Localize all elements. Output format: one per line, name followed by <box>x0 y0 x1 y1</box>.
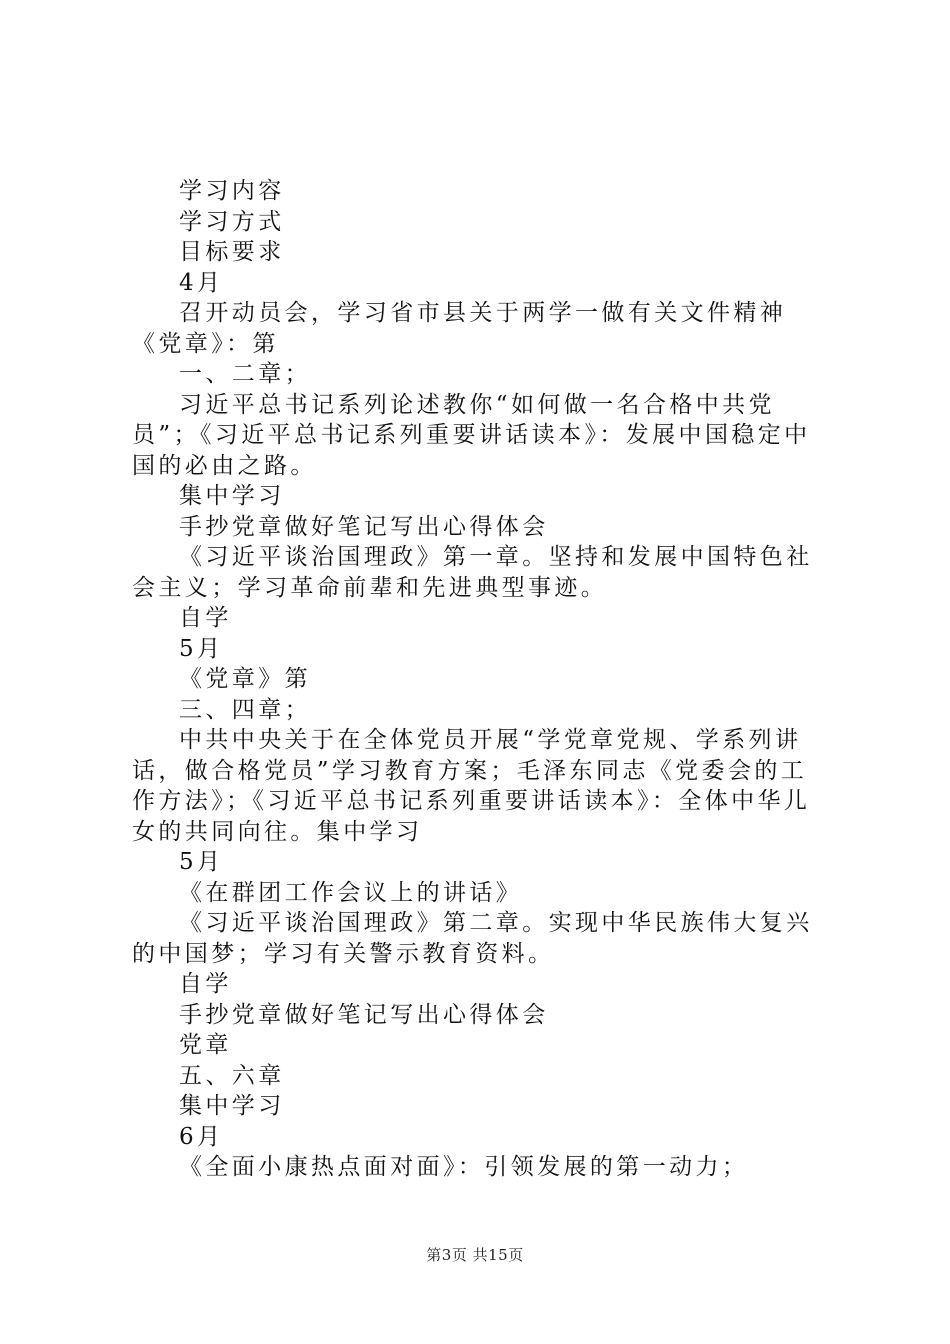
paragraph: 自学 <box>179 605 232 631</box>
paragraph: 5月 <box>179 635 224 662</box>
page-number-footer: 第3页 共15页 <box>426 1246 524 1264</box>
paragraph: 中共中央关于在全体党员开展“学党章党规、学系列讲话，做合格党员”学习教育方案；毛泽东同志《党委会的工作方法》；《习近平总书记系列重要讲话读本》：全体中华儿女的共同向往。集中学习 <box>132 727 811 845</box>
paragraph: 党章 <box>179 1032 232 1058</box>
paragraph: 习近平总书记系列论述教你“如何做一名合格中共党员”；《习近平总书记系列重要讲话读本》：发展中国稳定中国的必由之路。 <box>132 391 811 479</box>
paragraph: 《习近平谈治国理政》第一章。坚持和发展中国特色社会主义；学习革命前辈和先进典型事迹。 <box>132 544 813 601</box>
paragraph: 手抄党章做好笔记写出心得体会 <box>179 1001 549 1028</box>
paragraph: 五、六章 <box>179 1062 285 1089</box>
document-body <box>132 176 832 1183</box>
paragraph: 《习近平谈治国理政》第二章。实现中华民族伟大复兴的中国梦；学习有关警示教育资料。 <box>132 910 813 967</box>
paragraph: 三、四章； <box>179 696 311 723</box>
paragraph: 5月 <box>179 849 224 875</box>
paragraph: 学习方式 <box>179 208 285 235</box>
paragraph: 自学 <box>179 971 232 997</box>
paragraph: 集中学习 <box>179 483 285 509</box>
paragraph: 4月 <box>179 269 224 296</box>
paragraph: 手抄党章做好笔记写出心得体会 <box>179 513 549 540</box>
paragraph: 集中学习 <box>179 1093 285 1119</box>
paragraph: 一、二章； <box>179 361 311 387</box>
paragraph: 6月 <box>179 1123 224 1150</box>
paragraph: 召开动员会，学习省市县关于两学一做有关文件精神《党章》：第 <box>132 300 787 357</box>
paragraph: 《在群团工作会议上的讲话》 <box>179 879 523 906</box>
paragraph: 《全面小康热点面对面》：引领发展的第一动力； <box>179 1154 749 1180</box>
paragraph: 《党章》第 <box>179 666 311 692</box>
paragraph: 学习内容 <box>179 178 285 204</box>
paragraph: 目标要求 <box>179 239 285 265</box>
